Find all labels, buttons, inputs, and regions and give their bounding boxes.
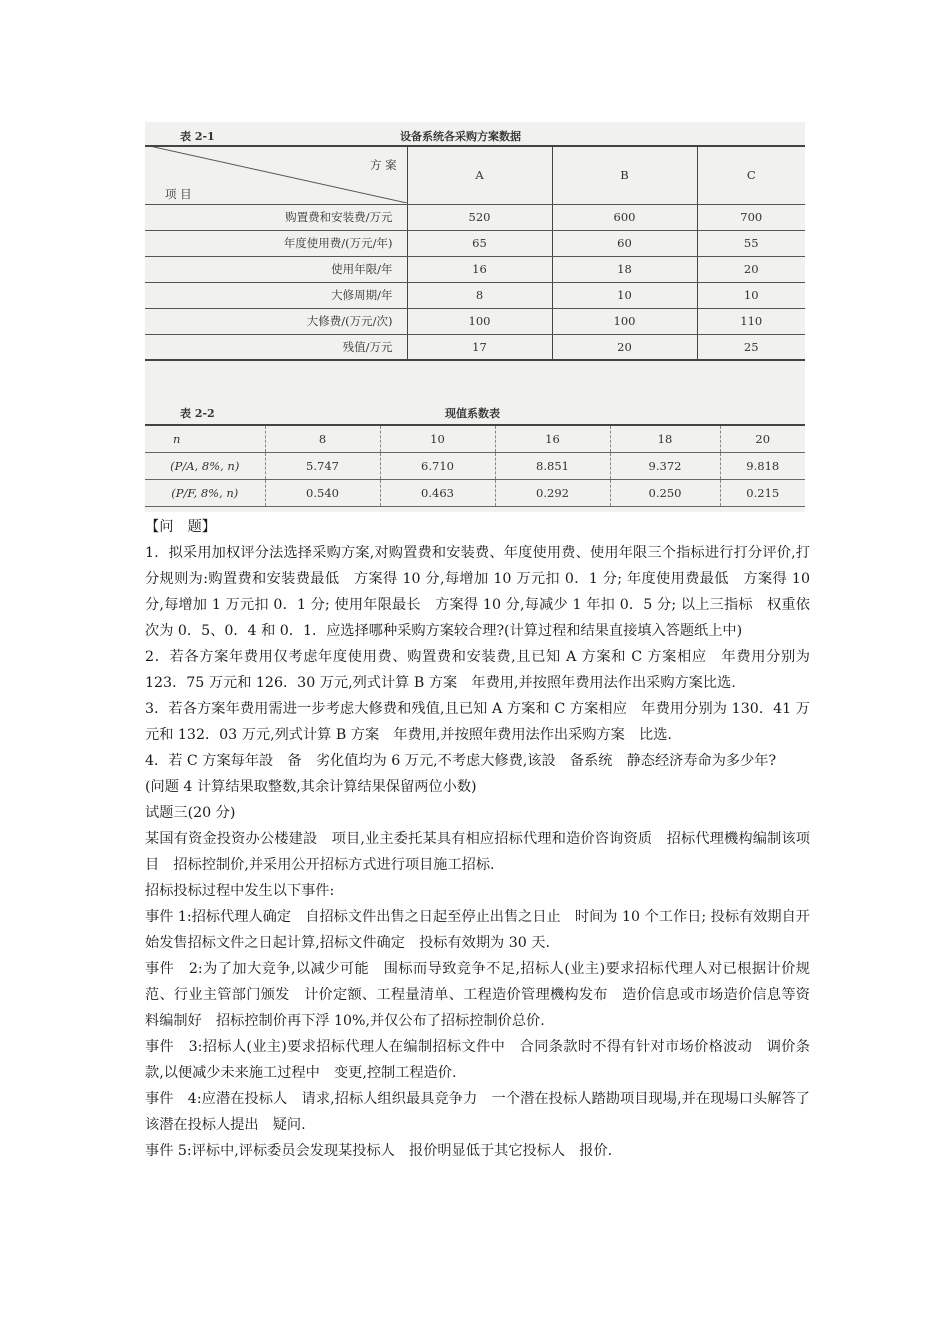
exam-item-three-heading: 试题三(20 分) [145, 805, 236, 821]
cell: 9.372 [610, 452, 720, 479]
row-label: 残值/万元 [145, 334, 407, 360]
table1-header-row [145, 146, 805, 204]
table-row [145, 204, 805, 230]
events-intro: 招标投标过程中发生以下事件: [145, 883, 335, 899]
cell: 9.818 [720, 452, 805, 479]
scanned-tables [145, 122, 805, 512]
table1-header-plan: 方 案 [370, 158, 397, 172]
cell: 6.710 [380, 452, 495, 479]
plan-a-header: A [407, 146, 552, 204]
plan-c-header: C [697, 146, 805, 204]
table-row [145, 452, 805, 479]
cell: 520 [407, 204, 552, 230]
row-label: 大修周期/年 [145, 282, 407, 308]
table-row [145, 282, 805, 308]
row-label: (P/A, 8%, n) [145, 452, 265, 479]
table1-number: 表 2-1 [180, 130, 215, 143]
event-3: 事件 3:招标人(业主)要求招标代理人在编制招标文件中 合同条款时不得有针对市场价格波动 调价条款,以便减少未来施工过程中 变更,控制工程造价. [145, 1039, 810, 1081]
table-row [145, 334, 805, 360]
cell: 5.747 [265, 452, 380, 479]
cell: 20 [552, 334, 697, 360]
question-2: 2．若各方案年费用仅考虑年度使用费、购置费和安装费,且已知 A 方案和 C 方案相应 年费用分别为 123．75 万元和 126．30 万元,列式计算 B 方案 年费用,并按照年费用法作出采购方案比选. [145, 649, 810, 691]
cell: 8.851 [495, 452, 610, 479]
cell: 60 [552, 230, 697, 256]
document-body [145, 514, 810, 1164]
table-row [145, 479, 805, 506]
rounding-note: (问题 4 计算结果取整数,其余计算结果保留两位小数) [145, 779, 477, 795]
cell: 10 [697, 282, 805, 308]
cell: 17 [407, 334, 552, 360]
cell: 20 [720, 425, 805, 452]
cell: 100 [552, 308, 697, 334]
table-row [145, 230, 805, 256]
cell: 700 [697, 204, 805, 230]
question-1: 1．拟采用加权评分法选择采购方案,对购置费和安装费、年度使用费、使用年限三个指标进行打分评价,打分规则为:购置费和安装费最低 方案得 10 分,每增加 10 万元扣 0．1 分; 年度使用费最低 方案得 10 分,每增加 1 万元扣 0．1 分; 使用年限最长 方案得 10 分,每减少 1 年扣 0．5 分; 以上三指标 权重依次为 0．5、0．4 和 0．1．应选择哪种采购方案较合理?(计算过程和结果直接填入答题纸上中) [145, 545, 810, 639]
table1-title: 设备系统各采购方案数据 [400, 130, 521, 143]
cell: 18 [610, 425, 720, 452]
table1-header-item: 项 目 [165, 187, 192, 201]
question-heading: 【问 题】 [145, 519, 216, 535]
cell: 0.292 [495, 479, 610, 506]
table-row [145, 256, 805, 282]
cell: 0.215 [720, 479, 805, 506]
cell: 65 [407, 230, 552, 256]
cell: 25 [697, 334, 805, 360]
table1-plan-data [145, 145, 805, 361]
cell: 10 [380, 425, 495, 452]
cell: 0.540 [265, 479, 380, 506]
cell: 600 [552, 204, 697, 230]
table2-number: 表 2-2 [180, 407, 215, 420]
cell: 110 [697, 308, 805, 334]
row-label: 购置费和安装费/万元 [145, 204, 407, 230]
row-label: 年度使用费/(万元/年) [145, 230, 407, 256]
row-label: 大修费/(万元/次) [145, 308, 407, 334]
question-3: 3．若各方案年费用需进一步考虑大修费和残值,且已知 A 方案和 C 方案相应 年费用分别为 130．41 万元和 132．03 万元,列式计算 B 方案 年费用,并按照年费用法作出采购方案 比选. [145, 701, 810, 743]
row-label: (P/F, 8%, n) [145, 479, 265, 506]
cell: 20 [697, 256, 805, 282]
event-4: 事件 4:应潜在投标人 请求,招标人组织最具竞争力 一个潜在投标人踏勘项目现場,并在现場口头解答了该潜在投标人提出 疑问. [145, 1091, 810, 1133]
cell: 10 [552, 282, 697, 308]
cell: 16 [495, 425, 610, 452]
question-4: 4．若 C 方案每年設 备 劣化值均为 6 万元,不考虑大修费,该設 备系统 静态经济寿命为多少年? [145, 753, 777, 769]
table2-title: 现值系数表 [445, 407, 500, 420]
cell: 0.250 [610, 479, 720, 506]
cell: 0.463 [380, 479, 495, 506]
table2-present-value-factors [145, 424, 805, 507]
case-background: 某国有资金投资办公楼建設 项目,业主委托某具有相应招标代理和造价咨询资质 招标代理機构编制该项目 招标控制价,并采用公开招标方式进行项目施工招标. [145, 831, 810, 873]
n-label: n [145, 425, 265, 452]
cell: 8 [407, 282, 552, 308]
plan-b-header: B [552, 146, 697, 204]
cell: 16 [407, 256, 552, 282]
cell: 100 [407, 308, 552, 334]
table-row [145, 425, 805, 452]
table-row [145, 308, 805, 334]
cell: 8 [265, 425, 380, 452]
event-5: 事件 5:评标中,评标委员会发现某投标人 报价明显低于其它投标人 报价. [145, 1143, 613, 1159]
event-2: 事件 2:为了加大竞争,以减少可能 围标而导致竞争不足,招标人(业主)要求招标代理人对已根据计价规范、行业主管部门颁发 计价定额、工程量清单、工程造价管理機构发布 造价信息或市场造价信息等资料编制好 招标控制价再下浮 10%,并仅公布了招标控制价总价. [145, 961, 810, 1029]
event-1: 事件 1:招标代理人确定 自招标文件出售之日起至停止出售之日止 时间为 10 个工作日; 投标有效期自开始发售招标文件之日起计算,招标文件确定 投标有效期为 30 天. [145, 909, 810, 951]
cell: 18 [552, 256, 697, 282]
row-label: 使用年限/年 [145, 256, 407, 282]
cell: 55 [697, 230, 805, 256]
